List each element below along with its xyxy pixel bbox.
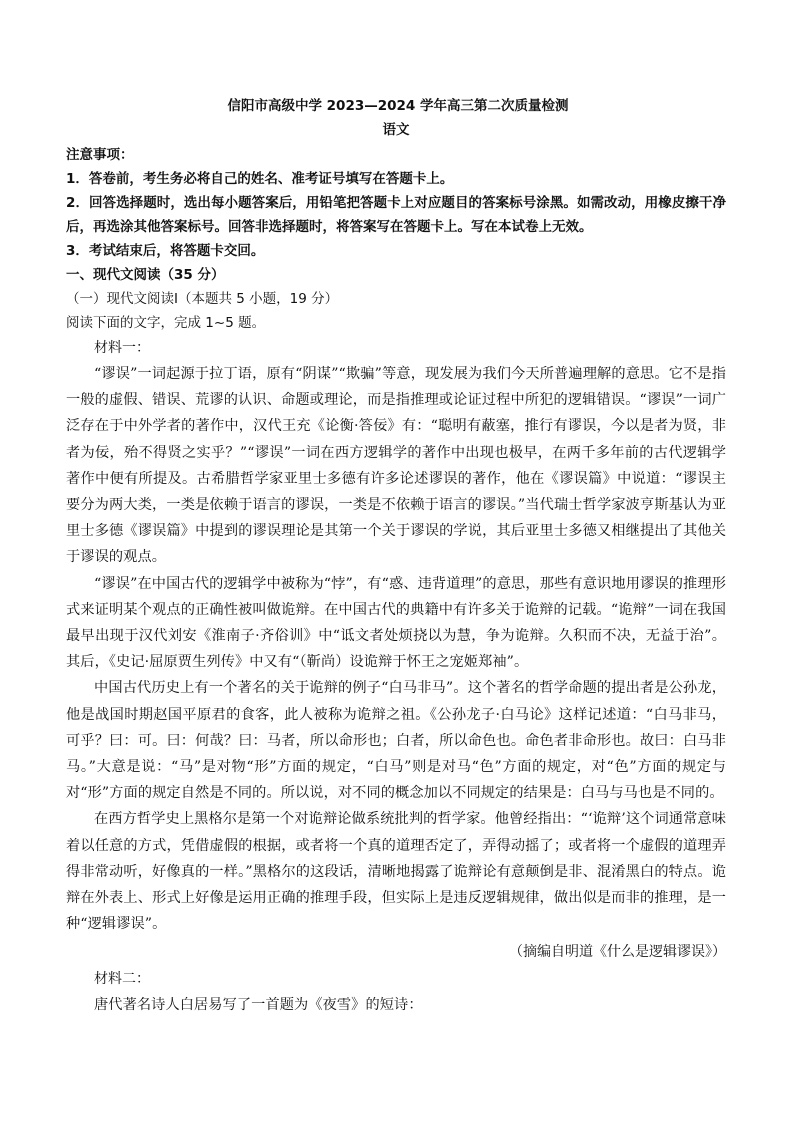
notice-item-3: 3．考试结束后，将答题卡交回。	[66, 243, 265, 259]
reading-instruction: 阅读下面的文字，完成 1~5 题。	[66, 315, 266, 331]
material-one-paragraph-2: “谬误”在中国古代的逻辑学中被称为“悖”，有“惑、违背道理”的意思，那些有意识地用谬误的推理形式来证明某个观点的正确性被叫做诡辩。在中国古代的典籍中有许多关于诡辩的记载。“诡辩”一词在我国最早出现于汉代刘安《淮南子·齐俗训》中“诋文者处烦挠以为慧，争为诡辩。久积而不决，无益于治”。其后，《史记·屈原贾生列传》中又有“（靳尚）设诡辩于怀王之宠姬郑袖”。	[66, 575, 726, 671]
notice-item-1: 1．答卷前，考生务必将自己的姓名、准考证号填写在答题卡上。	[66, 171, 454, 187]
subsection-heading: （一）现代文阅读Ⅰ（本题共 5 小题，19 分）	[66, 291, 339, 307]
material-one-paragraph-4: 在西方哲学史上黑格尔是第一个对诡辩论做系统批判的哲学家。他曾经指出：“‘诡辩’这个词通常意味着以任意的方式，凭借虚假的根据，或者将一个真的道理否定了，弄得动摇了；或者将一个虚假的道理弄得非常动听，好像真的一样。”黑格尔的这段话，清晰地揭露了诡辩论有意颠倒是非、混淆黑白的特点。诡辩在外表上、形式上好像是运用正确的推理手段，但实际上是违反逻辑规律，做出似是而非的推理，是一种“逻辑谬误”。	[66, 811, 726, 933]
exam-subject: 语文	[382, 122, 410, 138]
exam-title: 信阳市高级中学 2023—2024 学年高三第二次质量检测	[227, 98, 569, 114]
notice-item-2: 2．回答选择题时，选出每小题答案后，用铅笔把答题卡上对应题目的答案标号涂黑。如需改动，用橡皮擦干净后，再选涂其他答案标号。回答非选择题时，将答案写在答题卡上。写在本试卷上无效。	[66, 195, 726, 235]
material-two-paragraph-1: 唐代著名诗人白居易写了一首题为《夜雪》的短诗：	[94, 997, 423, 1014]
material-one-paragraph-3: 中国古代历史上有一个著名的关于诡辩的例子“白马非马”。这个著名的哲学命题的提出者是公孙龙，他是战国时期赵国平原君的食客，此人被称为诡辩之祖。《公孙龙子·白马论》这样记述道：“白马非马，可乎？曰：可。曰：何哉？曰：马者，所以命形也；白者，所以命色也。命色者非命形也。故曰：白马非马。”大意是说：“马”是对物“形”方面的规定，“白马”则是对马“色”方面的规定，对“色”方面的规定与对“形”方面的规定自然是不同的。所以说，对不同的概念加以不同规定的结果是：白马与马也是不同的。	[66, 680, 726, 802]
notice-heading: 注意事项：	[66, 147, 134, 163]
material-one-label: 材料一：	[94, 340, 150, 356]
section-heading: 一、现代文阅读（35 分）	[66, 267, 225, 283]
material-one-paragraph-1: “谬误”一词起源于拉丁语，原有“阴谋”“欺骗”等意，现发展为我们今天所普遍理解的意思。它不是指一般的虚假、错误、荒谬的认识、命题或理论，而是指推理或论证过程中所犯的逻辑错误。“谬误”一词广泛存在于中外学者的著作中，汉代王充《论衡·答佞》有：“聪明有蔽塞，推行有谬误，今以是者为贤，非者为佞，殆不得贤之实乎？”“谬误”一词在西方逻辑学的著作中出现也极早，在两千多年前的古代逻辑学著作中便有所提及。古希腊哲学家亚里士多德有许多论述谬误的著作，他在《谬误篇》中说道：“谬误主要分为两大类，一类是依赖于语言的谬误，一类是不依赖于语言的谬误。”当代瑞士哲学家波亨斯基认为亚里士多德《谬误篇》中提到的谬误理论是其第一个关于谬误的学说，其后亚里士多德又相继提出了其他关于谬误的观点。	[66, 366, 726, 566]
material-one-source: （摘编自明道《什么是逻辑谬误》）	[509, 944, 726, 961]
material-two-label: 材料二：	[94, 971, 150, 988]
